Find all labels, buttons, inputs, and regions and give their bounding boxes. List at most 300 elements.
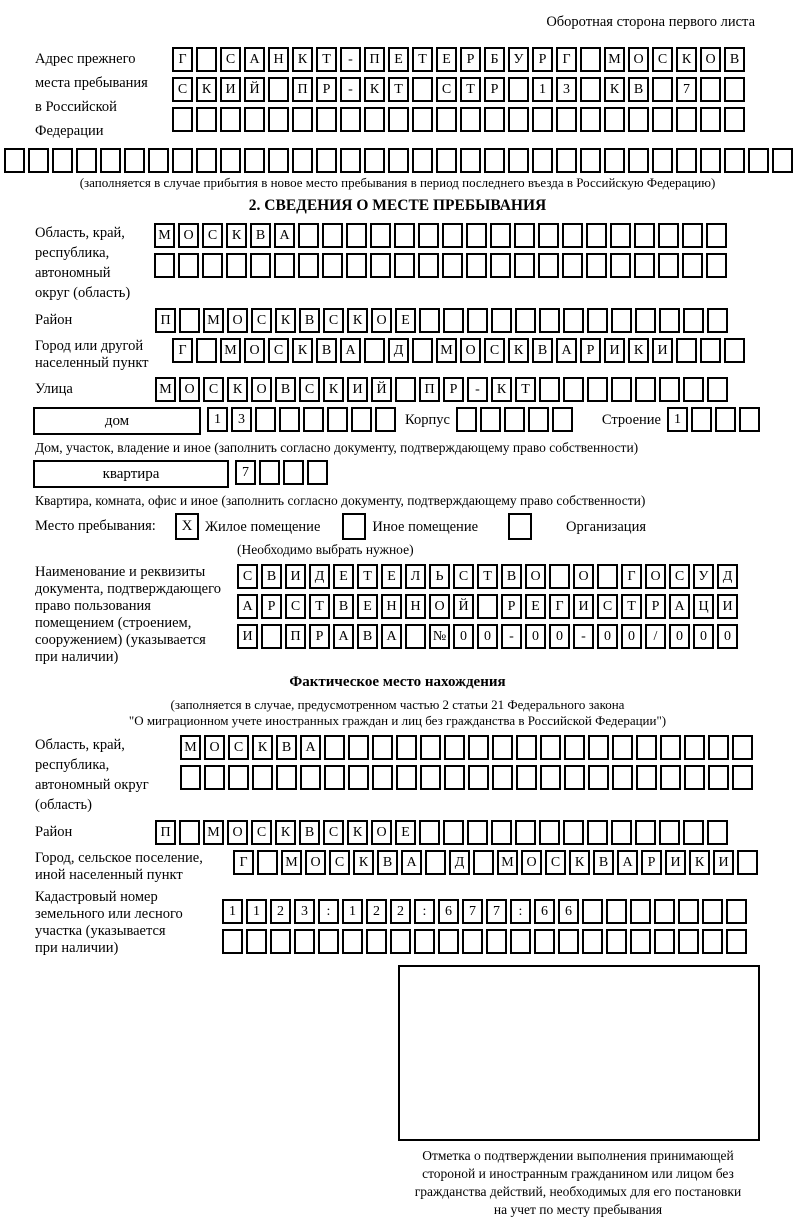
char-cell[interactable]: 0 <box>549 624 570 649</box>
char-cell[interactable]: 7 <box>235 460 256 485</box>
char-cell[interactable] <box>307 460 328 485</box>
char-cell[interactable] <box>466 253 487 278</box>
char-cell[interactable]: Т <box>309 594 330 619</box>
char-cell[interactable] <box>412 338 433 363</box>
char-cell[interactable]: В <box>357 624 378 649</box>
char-cell[interactable] <box>707 820 728 845</box>
char-cell[interactable]: О <box>628 47 649 72</box>
char-cell[interactable] <box>268 148 289 173</box>
char-cell[interactable] <box>250 253 271 278</box>
char-cell[interactable]: Т <box>515 377 536 402</box>
char-cell[interactable]: А <box>617 850 638 875</box>
char-cell[interactable] <box>418 253 439 278</box>
char-cell[interactable] <box>259 460 280 485</box>
char-cell[interactable]: Е <box>395 308 416 333</box>
char-cell[interactable] <box>564 765 585 790</box>
char-cell[interactable]: 0 <box>621 624 642 649</box>
char-cell[interactable]: И <box>347 377 368 402</box>
char-cell[interactable] <box>220 148 241 173</box>
char-cell[interactable] <box>676 148 697 173</box>
char-cell[interactable]: Т <box>477 564 498 589</box>
char-cell[interactable]: О <box>573 564 594 589</box>
char-cell[interactable] <box>318 929 339 954</box>
char-cell[interactable] <box>582 899 603 924</box>
char-cell[interactable]: Н <box>405 594 426 619</box>
char-cell[interactable]: К <box>226 223 247 248</box>
char-cell[interactable]: С <box>323 820 344 845</box>
char-cell[interactable] <box>732 765 753 790</box>
char-cell[interactable]: К <box>353 850 374 875</box>
char-cell[interactable]: 0 <box>525 624 546 649</box>
char-cell[interactable] <box>467 820 488 845</box>
char-cell[interactable]: - <box>340 77 361 102</box>
char-cell[interactable]: 0 <box>597 624 618 649</box>
char-cell[interactable] <box>582 929 603 954</box>
char-cell[interactable] <box>684 765 705 790</box>
char-cell[interactable] <box>707 308 728 333</box>
char-cell[interactable]: 0 <box>693 624 714 649</box>
char-cell[interactable] <box>737 850 758 875</box>
char-cell[interactable] <box>610 223 631 248</box>
char-cell[interactable] <box>539 377 560 402</box>
char-cell[interactable]: У <box>508 47 529 72</box>
char-cell[interactable]: И <box>285 564 306 589</box>
char-cell[interactable] <box>682 223 703 248</box>
char-cell[interactable]: - <box>340 47 361 72</box>
char-cell[interactable]: : <box>510 899 531 924</box>
char-cell[interactable]: А <box>237 594 258 619</box>
char-cell[interactable] <box>586 223 607 248</box>
char-cell[interactable] <box>340 107 361 132</box>
char-cell[interactable]: 3 <box>231 407 252 432</box>
char-cell[interactable] <box>300 765 321 790</box>
char-cell[interactable]: В <box>628 77 649 102</box>
char-cell[interactable] <box>462 929 483 954</box>
char-cell[interactable] <box>261 624 282 649</box>
char-cell[interactable] <box>706 253 727 278</box>
char-cell[interactable]: Р <box>261 594 282 619</box>
char-cell[interactable]: И <box>237 624 258 649</box>
char-cell[interactable] <box>222 929 243 954</box>
char-cell[interactable]: В <box>275 377 296 402</box>
char-cell[interactable] <box>490 253 511 278</box>
char-cell[interactable]: К <box>227 377 248 402</box>
char-cell[interactable] <box>394 223 415 248</box>
char-cell[interactable] <box>414 929 435 954</box>
char-cell[interactable] <box>606 899 627 924</box>
char-cell[interactable]: С <box>436 77 457 102</box>
char-cell[interactable] <box>683 308 704 333</box>
char-cell[interactable] <box>154 253 175 278</box>
char-cell[interactable] <box>124 148 145 173</box>
char-cell[interactable]: С <box>669 564 690 589</box>
char-cell[interactable]: С <box>228 735 249 760</box>
char-cell[interactable] <box>772 148 793 173</box>
char-cell[interactable]: О <box>645 564 666 589</box>
char-cell[interactable] <box>270 929 291 954</box>
char-cell[interactable] <box>562 223 583 248</box>
char-cell[interactable]: К <box>604 77 625 102</box>
char-cell[interactable]: Е <box>357 594 378 619</box>
char-cell[interactable]: М <box>220 338 241 363</box>
char-cell[interactable] <box>76 148 97 173</box>
char-cell[interactable] <box>283 460 304 485</box>
char-cell[interactable] <box>700 148 721 173</box>
char-cell[interactable]: А <box>274 223 295 248</box>
char-cell[interactable]: Г <box>172 47 193 72</box>
char-cell[interactable] <box>292 148 313 173</box>
char-cell[interactable] <box>419 308 440 333</box>
char-cell[interactable]: Р <box>460 47 481 72</box>
char-cell[interactable]: 2 <box>390 899 411 924</box>
char-cell[interactable] <box>538 253 559 278</box>
char-cell[interactable]: Р <box>443 377 464 402</box>
char-cell[interactable] <box>202 253 223 278</box>
char-cell[interactable]: С <box>202 223 223 248</box>
org-checkbox[interactable] <box>508 513 532 540</box>
char-cell[interactable]: О <box>178 223 199 248</box>
char-cell[interactable] <box>348 765 369 790</box>
char-cell[interactable]: И <box>573 594 594 619</box>
char-cell[interactable]: Р <box>501 594 522 619</box>
char-cell[interactable]: В <box>724 47 745 72</box>
char-cell[interactable]: Г <box>172 338 193 363</box>
char-cell[interactable] <box>196 107 217 132</box>
char-cell[interactable]: М <box>604 47 625 72</box>
char-cell[interactable] <box>322 223 343 248</box>
char-cell[interactable]: - <box>501 624 522 649</box>
char-cell[interactable] <box>630 929 651 954</box>
char-cell[interactable] <box>515 820 536 845</box>
char-cell[interactable]: В <box>377 850 398 875</box>
char-cell[interactable]: П <box>364 47 385 72</box>
char-cell[interactable] <box>366 929 387 954</box>
char-cell[interactable] <box>516 765 537 790</box>
char-cell[interactable] <box>100 148 121 173</box>
char-cell[interactable] <box>532 107 553 132</box>
char-cell[interactable] <box>276 765 297 790</box>
char-cell[interactable] <box>490 223 511 248</box>
char-cell[interactable] <box>708 735 729 760</box>
char-cell[interactable]: С <box>237 564 258 589</box>
char-cell[interactable] <box>635 308 656 333</box>
char-cell[interactable]: Т <box>460 77 481 102</box>
char-cell[interactable]: К <box>252 735 273 760</box>
char-cell[interactable]: П <box>155 820 176 845</box>
char-cell[interactable]: Е <box>525 594 546 619</box>
char-cell[interactable] <box>316 107 337 132</box>
char-cell[interactable] <box>324 765 345 790</box>
char-cell[interactable]: Й <box>453 594 474 619</box>
char-cell[interactable] <box>390 929 411 954</box>
char-cell[interactable]: И <box>220 77 241 102</box>
char-cell[interactable]: Е <box>436 47 457 72</box>
char-cell[interactable] <box>659 308 680 333</box>
char-cell[interactable]: О <box>227 308 248 333</box>
char-cell[interactable] <box>563 820 584 845</box>
char-cell[interactable] <box>294 929 315 954</box>
char-cell[interactable]: С <box>268 338 289 363</box>
char-cell[interactable]: К <box>196 77 217 102</box>
char-cell[interactable] <box>634 253 655 278</box>
char-cell[interactable] <box>611 308 632 333</box>
char-cell[interactable] <box>604 148 625 173</box>
char-cell[interactable]: П <box>155 308 176 333</box>
char-cell[interactable] <box>492 735 513 760</box>
char-cell[interactable] <box>412 77 433 102</box>
char-cell[interactable] <box>418 223 439 248</box>
char-cell[interactable] <box>539 820 560 845</box>
char-cell[interactable] <box>420 765 441 790</box>
char-cell[interactable]: Л <box>405 564 426 589</box>
char-cell[interactable]: Р <box>309 624 330 649</box>
char-cell[interactable] <box>676 107 697 132</box>
char-cell[interactable] <box>324 735 345 760</box>
char-cell[interactable]: С <box>329 850 350 875</box>
char-cell[interactable] <box>683 820 704 845</box>
char-cell[interactable] <box>420 735 441 760</box>
char-cell[interactable]: М <box>203 820 224 845</box>
char-cell[interactable] <box>635 820 656 845</box>
char-cell[interactable] <box>604 107 625 132</box>
char-cell[interactable]: М <box>154 223 175 248</box>
char-cell[interactable]: 0 <box>477 624 498 649</box>
char-cell[interactable] <box>724 338 745 363</box>
char-cell[interactable] <box>652 77 673 102</box>
char-cell[interactable]: 0 <box>669 624 690 649</box>
char-cell[interactable] <box>172 148 193 173</box>
char-cell[interactable] <box>436 107 457 132</box>
char-cell[interactable] <box>180 765 201 790</box>
char-cell[interactable] <box>443 308 464 333</box>
char-cell[interactable] <box>346 253 367 278</box>
char-cell[interactable]: К <box>628 338 649 363</box>
char-cell[interactable]: Т <box>412 47 433 72</box>
char-cell[interactable]: Д <box>388 338 409 363</box>
char-cell[interactable] <box>394 253 415 278</box>
char-cell[interactable]: С <box>652 47 673 72</box>
char-cell[interactable] <box>634 223 655 248</box>
char-cell[interactable]: В <box>276 735 297 760</box>
char-cell[interactable]: К <box>275 308 296 333</box>
char-cell[interactable] <box>442 223 463 248</box>
char-cell[interactable] <box>739 407 760 432</box>
char-cell[interactable]: С <box>323 308 344 333</box>
char-cell[interactable]: О <box>305 850 326 875</box>
char-cell[interactable] <box>179 308 200 333</box>
char-cell[interactable]: С <box>203 377 224 402</box>
char-cell[interactable]: О <box>371 820 392 845</box>
char-cell[interactable]: О <box>700 47 721 72</box>
char-cell[interactable] <box>612 735 633 760</box>
char-cell[interactable]: К <box>347 308 368 333</box>
char-cell[interactable] <box>196 338 217 363</box>
char-cell[interactable] <box>514 253 535 278</box>
char-cell[interactable] <box>456 407 477 432</box>
char-cell[interactable]: : <box>318 899 339 924</box>
char-cell[interactable] <box>658 223 679 248</box>
char-cell[interactable]: И <box>665 850 686 875</box>
char-cell[interactable]: А <box>669 594 690 619</box>
char-cell[interactable] <box>630 899 651 924</box>
char-cell[interactable] <box>540 765 561 790</box>
char-cell[interactable]: 3 <box>556 77 577 102</box>
char-cell[interactable] <box>611 377 632 402</box>
char-cell[interactable] <box>635 377 656 402</box>
char-cell[interactable]: О <box>371 308 392 333</box>
char-cell[interactable]: В <box>299 820 320 845</box>
char-cell[interactable]: Р <box>484 77 505 102</box>
char-cell[interactable]: В <box>316 338 337 363</box>
char-cell[interactable] <box>364 148 385 173</box>
char-cell[interactable] <box>652 107 673 132</box>
char-cell[interactable] <box>588 765 609 790</box>
char-cell[interactable] <box>706 223 727 248</box>
char-cell[interactable] <box>405 624 426 649</box>
char-cell[interactable]: Р <box>580 338 601 363</box>
char-cell[interactable] <box>484 148 505 173</box>
char-cell[interactable]: Д <box>449 850 470 875</box>
char-cell[interactable] <box>552 407 573 432</box>
char-cell[interactable] <box>436 148 457 173</box>
char-cell[interactable] <box>252 765 273 790</box>
char-cell[interactable] <box>244 148 265 173</box>
char-cell[interactable] <box>492 765 513 790</box>
char-cell[interactable] <box>412 148 433 173</box>
char-cell[interactable]: 6 <box>534 899 555 924</box>
char-cell[interactable]: А <box>333 624 354 649</box>
char-cell[interactable]: С <box>172 77 193 102</box>
char-cell[interactable]: Р <box>645 594 666 619</box>
char-cell[interactable] <box>700 107 721 132</box>
char-cell[interactable]: С <box>251 308 272 333</box>
char-cell[interactable] <box>724 107 745 132</box>
char-cell[interactable]: М <box>281 850 302 875</box>
char-cell[interactable] <box>444 765 465 790</box>
char-cell[interactable] <box>443 820 464 845</box>
char-cell[interactable]: Е <box>381 564 402 589</box>
char-cell[interactable] <box>268 107 289 132</box>
char-cell[interactable] <box>255 407 276 432</box>
char-cell[interactable] <box>508 148 529 173</box>
char-cell[interactable] <box>468 765 489 790</box>
char-cell[interactable] <box>28 148 49 173</box>
char-cell[interactable]: № <box>429 624 450 649</box>
char-cell[interactable] <box>562 253 583 278</box>
char-cell[interactable]: 1 <box>222 899 243 924</box>
char-cell[interactable] <box>715 407 736 432</box>
char-cell[interactable]: А <box>244 47 265 72</box>
char-cell[interactable]: / <box>645 624 666 649</box>
char-cell[interactable] <box>228 765 249 790</box>
char-cell[interactable] <box>606 929 627 954</box>
char-cell[interactable]: А <box>300 735 321 760</box>
char-cell[interactable] <box>396 765 417 790</box>
char-cell[interactable]: 2 <box>270 899 291 924</box>
char-cell[interactable]: А <box>556 338 577 363</box>
char-cell[interactable]: М <box>155 377 176 402</box>
char-cell[interactable] <box>564 735 585 760</box>
char-cell[interactable] <box>303 407 324 432</box>
char-cell[interactable]: В <box>593 850 614 875</box>
char-cell[interactable]: 1 <box>532 77 553 102</box>
char-cell[interactable] <box>539 308 560 333</box>
char-cell[interactable] <box>678 899 699 924</box>
char-cell[interactable]: П <box>419 377 440 402</box>
char-cell[interactable] <box>580 148 601 173</box>
char-cell[interactable]: Т <box>316 47 337 72</box>
char-cell[interactable] <box>534 929 555 954</box>
char-cell[interactable]: 7 <box>676 77 697 102</box>
char-cell[interactable]: С <box>285 594 306 619</box>
char-cell[interactable] <box>660 735 681 760</box>
char-cell[interactable] <box>702 929 723 954</box>
char-cell[interactable] <box>486 929 507 954</box>
char-cell[interactable]: - <box>573 624 594 649</box>
char-cell[interactable] <box>659 377 680 402</box>
char-cell[interactable]: - <box>467 377 488 402</box>
char-cell[interactable] <box>257 850 278 875</box>
char-cell[interactable] <box>580 47 601 72</box>
char-cell[interactable]: М <box>180 735 201 760</box>
char-cell[interactable]: Д <box>309 564 330 589</box>
char-cell[interactable] <box>556 148 577 173</box>
char-cell[interactable] <box>226 253 247 278</box>
char-cell[interactable] <box>654 929 675 954</box>
char-cell[interactable] <box>726 929 747 954</box>
char-cell[interactable] <box>658 253 679 278</box>
char-cell[interactable] <box>468 735 489 760</box>
char-cell[interactable] <box>52 148 73 173</box>
char-cell[interactable]: Р <box>532 47 553 72</box>
char-cell[interactable] <box>298 253 319 278</box>
char-cell[interactable] <box>510 929 531 954</box>
char-cell[interactable] <box>466 223 487 248</box>
char-cell[interactable]: 0 <box>453 624 474 649</box>
char-cell[interactable] <box>628 107 649 132</box>
char-cell[interactable] <box>636 765 657 790</box>
char-cell[interactable] <box>491 308 512 333</box>
char-cell[interactable]: 6 <box>438 899 459 924</box>
char-cell[interactable]: О <box>521 850 542 875</box>
char-cell[interactable]: С <box>453 564 474 589</box>
char-cell[interactable] <box>438 929 459 954</box>
char-cell[interactable] <box>528 407 549 432</box>
char-cell[interactable] <box>372 735 393 760</box>
char-cell[interactable]: О <box>251 377 272 402</box>
char-cell[interactable] <box>508 107 529 132</box>
char-cell[interactable] <box>204 765 225 790</box>
char-cell[interactable]: В <box>532 338 553 363</box>
char-cell[interactable]: Е <box>333 564 354 589</box>
char-cell[interactable]: Н <box>268 47 289 72</box>
char-cell[interactable]: Т <box>388 77 409 102</box>
inoe-checkbox[interactable] <box>342 513 366 540</box>
char-cell[interactable]: Т <box>621 594 642 619</box>
char-cell[interactable]: П <box>292 77 313 102</box>
char-cell[interactable] <box>628 148 649 173</box>
char-cell[interactable] <box>556 107 577 132</box>
char-cell[interactable] <box>460 107 481 132</box>
char-cell[interactable]: : <box>414 899 435 924</box>
char-cell[interactable] <box>480 407 501 432</box>
char-cell[interactable]: К <box>292 47 313 72</box>
char-cell[interactable] <box>514 223 535 248</box>
char-cell[interactable] <box>587 820 608 845</box>
char-cell[interactable]: К <box>347 820 368 845</box>
char-cell[interactable] <box>274 253 295 278</box>
char-cell[interactable]: Г <box>621 564 642 589</box>
